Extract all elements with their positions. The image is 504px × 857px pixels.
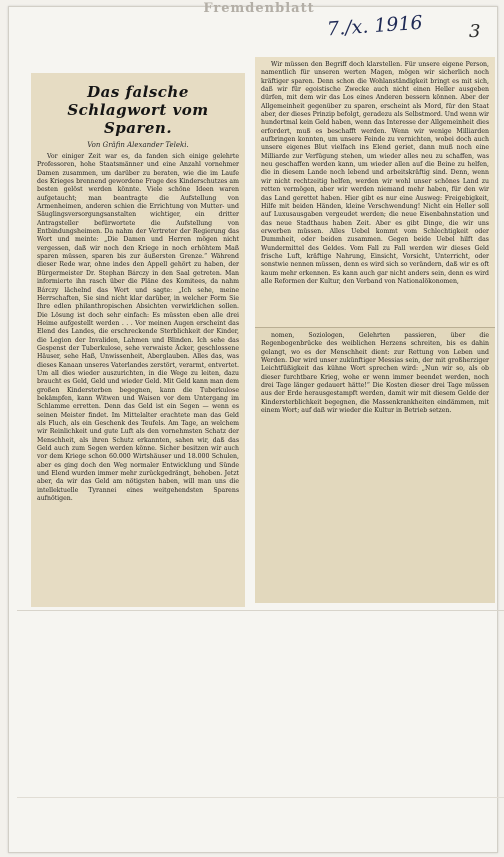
article-byline: Von Gräfin Alexander Teleki. bbox=[87, 141, 189, 149]
handwritten-page-number: 3 bbox=[469, 21, 481, 42]
clipping-left-column bbox=[31, 73, 245, 607]
right-bottom-paragraph: nomen, Soziologen, Gelehrten passieren, über die Regenbogenbrücke des weiblichen Herzens schreiten, bis es dahin gelangt, wo es der Menschheit dient: zur Rettung von Leben und Werden. Der wird unser zukünftiger Messias sein, der mit großherziger Leichtfüßigkeit das kühne Wort sprechen wird: „Nun wir so, als ob dieser furchtbare Krieg, wohe er wenn immer beendet werden, noch drei Tage länger gedauert hätte!“ Die Kosten dieser drei Tage müssen aus der Erde herausgestampft werden, damit wir mit diesem Gelde der Kindersterblichkeit begegnen, die Massenkrankheiten eindämmen, mit einem Wort; auf daß wir wieder die Kultur in Betrieb setzen. bbox=[261, 332, 489, 415]
right-column-paragraph: Wir müssen den Begriff doch klarstellen. Für unsere eigene Person, namentlich für unseren werten Magen, mögen wir sicherlich noch kräftiger sparen. Denn schon die Wohlanständigkeit bringt es mit sich, daß wir für egoistische Zwecke auch nicht einen Heller ausgeben dürfen, mit dem wir das Los eines Anderen bessern können. Aber der Allgemeinheit gegenüber zu sparen, erscheint als Mord, für den Staat aber, der dieses Prinzip befolgt, geradezu als Selbstmord. Und wenn wir hundertmal kein Geld haben, wenn das Interesse der Allgemeinheit dies erfordert, muß es beschafft werden. Wenn wir wenige Milliarden aufbringen konnten, um unsere Feinde zu vernichten, wobei doch auch unsere eigenes Blut vielfach ins Elend geriet, dann muß noch eine Milliarde zur Verfügung stehen, um wieder alles neu zu schaffen, was neu geschaffen werden kann, um wieder allen auf die Beine zu helfen, die in diesem Lande noch lebend und arbeitskräftig sind. Denn, wenn wir nicht rechtzeitig helfen, werden wir wohl unser schönes Land zu retten vermögen, aber wir werden niemand mehr haben, für den wir das Land gerettet haben. Hier gibt es nur eine Ausweg: Freigebigkeit, Hilfe mit beiden Händen, kleine Verschwendung! Nicht ein Heller soll auf Luxusausgaben vergeudet werden; die neue Eisenbahnstation und das neue Stadthaus haben Zeit. Aber es gibt Dinge, die wir uns erwerben müssen. Alles Uebel kommt vom Schlechtigkeit oder Dummheit, oder beiden zusammen. Gegen beide Uebel hilft das Wundermittel des Geldes. Vom Fall zu Fall werden wir dieses Geld frische Luft, kräftige Nahrung, Einsicht, Vorsicht, Unterricht, oder sonstwie nennen müssen, denn es wird sich so verändern, daß wir es oft kaum mehr erkennen. Es kann auch gar nicht anders sein, denn es wird alle Reformen der Kultur, den Verband von Nationalökonomen, bbox=[261, 61, 490, 285]
article-right-bottom-text bbox=[255, 328, 495, 415]
card-fold-line bbox=[17, 610, 504, 611]
card-lower-crease bbox=[17, 797, 504, 798]
article-left-column-text bbox=[31, 153, 245, 503]
article-right-column-text bbox=[255, 57, 495, 286]
masthead-stamp: Fremdenblatt bbox=[203, 1, 315, 16]
archive-card bbox=[8, 1, 498, 853]
article-title: Das falsche Schlagwort vom Sparen. bbox=[67, 83, 209, 137]
left-column-paragraph: Vor einiger Zeit war es, da fanden sich einige gelehrte Professoren, hohe Staatsmänner und eine Anzahl vornehmer Damen zusammen, um darüber zu beraten, wie die im Laufe des Krieges brennend gewordene Frage des Kinderschutzes am besten gelöst werden könnte. Viele schöne Ideen waren aufgetaucht; man beantragte die Aufstellung von Armenheimen, anderen schien die Errichtung von Mutter- und Säuglingsversorgungsanstalten wichtiger, ein dritter Antragsteller befürwortete die Aufstellung von Entbindungsheimen. Da nahm der Vertreter der Regierung das Wort und meinte: „Die Damen und Herren mögen nicht vergessen, daß wir noch den Kriege in noch erhöhtem Maß sparen müssen, sparen bis zur äußersten Grenze.“ Während dieser Rede war, ohne indes den Appell gehört zu haben, der Bürgermeister Dr. Stephan Bárczy in den Saal getreten. Man informierte ihn rasch über die Pläne des Komitees, da nahm Bárczy lächelnd das Wort und sagte: „Ich sehe, meine Herrschaften, Sie sind nicht klar darüber, in welcher Form Sie Ihre edlen philanthropischen Absichten verwirklichen sollen. Die Lösung ist doch sehr einfach: Es müssten eben alle drei Heime aufgestellt werden . . . Vor meinen Augen erscheint das Elend des Landes, die erschreckende Sterblichkeit der Kinder, die Legion der Invaliden, Lahmen und Blinden. Ich sehe das Gespenst der Tuberkulose, sehe verwaiste Äcker, geschlossene Häuser, sehe Haß, Unwissenheit, Aberglauben. Alles das, was dieses Kanaan unseres Vaterlandes zerstört, verarmt, entvertet. Um all dies wieder auszurichten, in die Wege zu leiten, dazu braucht es Geld, Geld und wieder Geld. Mit Geld kann man dem großen Kindersterben begegnen, kann die Tuberkulose bekämpfen, kann Witwen und Waisen vor dem Untergang im Schlamme erretten. Denn das Geld ist ein Segen — wenn es seinen Meister findet. Im Mittelalter erachtete man das Geld als Fluch, als ein Geschenk des Teufels. Am Tage, an welchem wir Reinlichkeit und gute Luft als den vornehmsten Schatz der Menschheit, als ihren Schutz erkannten, sahen wir, daß das Geld auch zum Segen werden könne. Sicher besitzen wir auch vor dem Kriege schon 60.000 Wirtshäuser und 18.000 Schulen, aber es ging doch den Weg normaler Entwicklung und Sünde und Elend wurden immer mehr zurückgedrängt, behoben. Jetzt aber, da wir das Geld am nötigsten haben, will man uns die intellektuelle Tyrannei eines weitgehendsten Sparens aufnötigen. bbox=[37, 153, 239, 503]
handwritten-date: 7./x. 1916 bbox=[326, 11, 424, 41]
clipping-right-bottom bbox=[255, 327, 495, 603]
